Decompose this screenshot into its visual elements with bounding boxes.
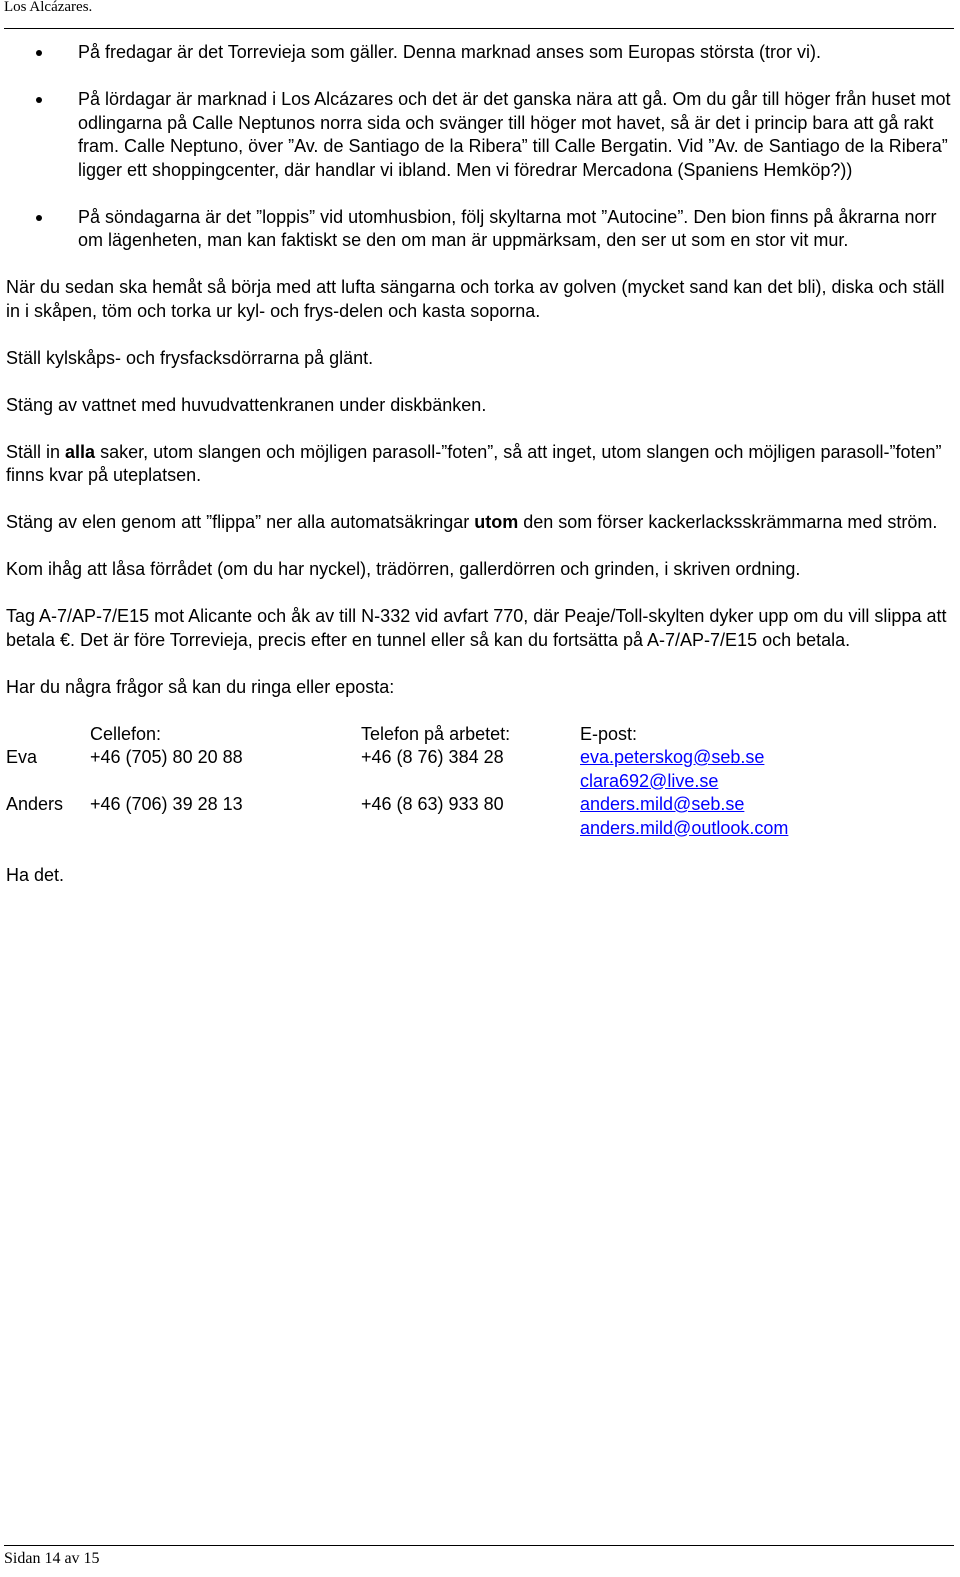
paragraph-contact-intro: Har du några frågor så kan du ringa eller eposta: [6, 676, 395, 697]
closing-text: Ha det. [6, 864, 65, 885]
contact-emails [580, 793, 788, 840]
header-email: E-post: [580, 723, 638, 744]
email-link[interactable]: clara692@live.se [580, 770, 719, 791]
contact-cellphone: +46 (705) 80 20 88 [90, 747, 243, 767]
paragraph-water: Stäng av vattnet med huvudvattenkranen under diskbänken. [6, 394, 487, 415]
bullet-icon [36, 50, 42, 56]
header-name [6, 723, 90, 747]
paragraph-electricity: Stäng av elen genom att ”flippa” ner alla automatsäkringar utom den som förser kackerlacksskrämmarna med ström. [6, 512, 938, 532]
contact-work-phone: +46 (8 63) 933 80 [361, 794, 504, 814]
market-bullet-list [6, 41, 951, 253]
contact-emails [580, 746, 788, 793]
bullet-icon [36, 215, 42, 221]
email-link[interactable]: eva.peterskog@seb.se [580, 747, 765, 767]
contact-cellphone: +46 (706) 39 28 13 [90, 794, 243, 814]
document-body [6, 41, 951, 911]
header-cellphone: Cellefon: [90, 723, 162, 744]
contact-name: Eva [6, 747, 38, 767]
table-row [6, 793, 788, 840]
contact-work-phone: +46 (8 76) 384 28 [361, 747, 504, 767]
page-header [4, 0, 954, 29]
header-work-phone: Telefon på arbetet: [361, 723, 511, 744]
email-link[interactable]: anders.mild@outlook.com [580, 817, 789, 838]
paragraph-directions: Tag A-7/AP-7/E15 mot Alicante och åk av till N-332 vid avfart 770, där Peaje/Toll-skylten dyker upp om du vill slippa att betala €. Det är före Torrevieja, precis efter en tunnel eller så kan du fortsätta på A-7/AP-7/E15 och betala. [6, 606, 947, 650]
header-title: Los Alcázares. [4, 0, 93, 15]
paragraph-fridge: Ställ kylskåps- och frysfacksdörrarna på glänt. [6, 347, 374, 368]
email-link[interactable]: anders.mild@seb.se [580, 794, 745, 814]
list-item: På fredagar är det Torrevieja som gäller. Denna marknad anses som Europas största (tror vi). [6, 41, 951, 65]
bullet-icon [36, 97, 42, 103]
list-item: På lördagar är marknad i Los Alcázares och det är det ganska nära att gå. Om du går till höger från huset mot odlingarna på Calle Neptunos norra sida och svänger till höger mot havet, så är det i princip bara att gå rakt fram. Calle Neptuno, över ”Av. de Santiago de la Ribera” till Calle Bergatin. Vid ”Av. de Santiago de la Ribera” ligger ett shoppingcenter, där handlar vi ibland. Men vi föredrar Mercadona (Spaniens Hemköp?)) [6, 88, 951, 182]
contacts-table [6, 723, 788, 841]
table-header-row [6, 723, 788, 747]
table-row [6, 746, 788, 793]
page-footer [4, 1545, 954, 1567]
paragraph-cleaning: När du sedan ska hemåt så börja med att lufta sängarna och torka av golven (mycket sand kan det bli), diska och ställ in i skåpen, töm och torka ur kyl- och frys-delen och kasta soporna. [6, 277, 945, 321]
paragraph-locking: Kom ihåg att låsa förrådet (om du har nyckel), trädörren, gallerdörren och grinden, i skriven ordning. [6, 559, 801, 579]
paragraph-patio: Ställ in alla saker, utom slangen och möjligen parasoll-”foten”, så att inget, utom slangen och möjligen parasoll-”foten” finns kvar på uteplatsen. [6, 441, 942, 485]
list-item: På söndagarna är det ”loppis” vid utomhusbion, följ skyltarna mot ”Autocine”. Den bion finns på åkrarna norr om lägenheten, man kan faktiskt se den om man är uppmärksam, den ser ut som en stor vit mur. [6, 206, 951, 253]
contact-name: Anders [6, 794, 64, 814]
page-number: Sidan 14 av 15 [4, 1550, 100, 1567]
